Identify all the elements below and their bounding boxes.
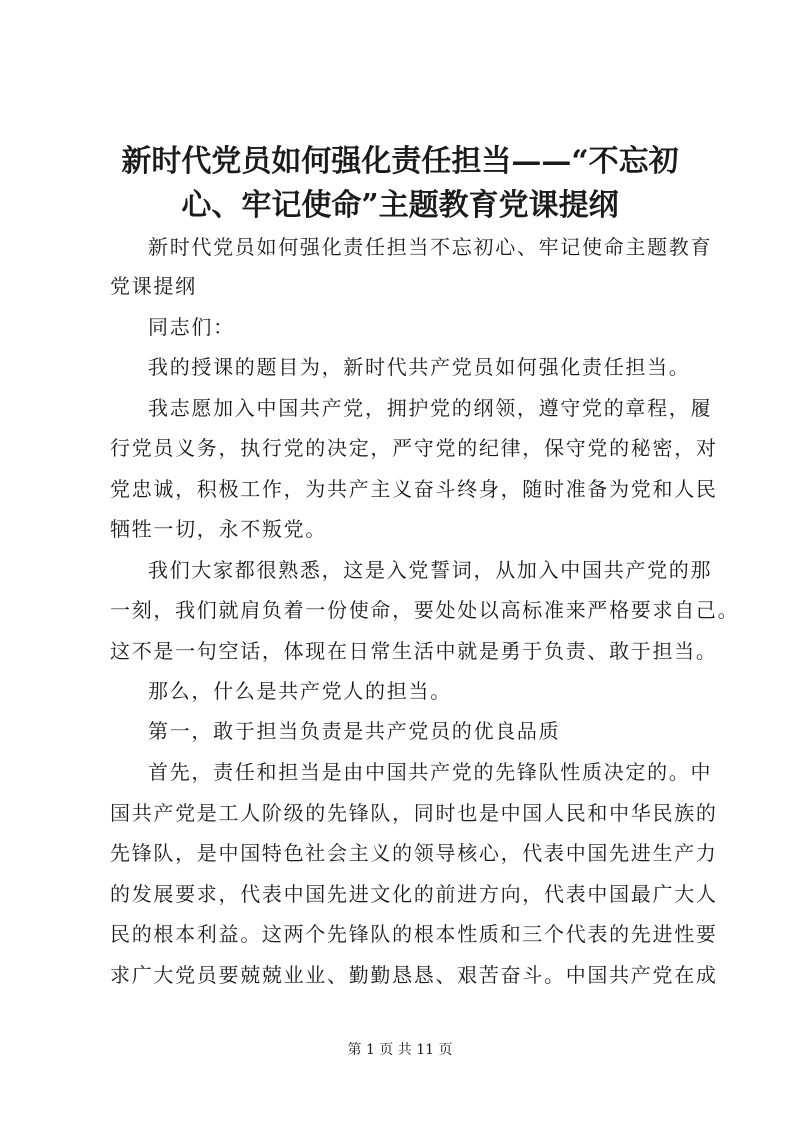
body-line: 国共产党是工人阶级的先锋队，同时也是中国人民和中华民族的 (110, 801, 718, 825)
body-line: 牺牲一切，永不叛党。 (110, 517, 327, 541)
body-line: 我的授课的题目为，新时代共产党员如何强化责任担当。 (148, 355, 691, 379)
body-line: 首先，责任和担当是由中国共产党的先锋队性质决定的。中 (148, 760, 713, 784)
title-line-1: 新时代党员如何强化责任担当——“不忘初 (121, 144, 679, 179)
body-line: 党课提纲 (110, 274, 197, 298)
page-number-footer: 第 1 页 共 11 页 (347, 1042, 453, 1058)
body-line: 一刻，我们就肩负着一份使命，要处处以高标准来严格要求自己。 (110, 598, 740, 622)
body-line: 同志们： (148, 315, 235, 339)
body-line: 民的根本利益。这两个先锋队的根本性质和三个代表的先进性要 (110, 922, 718, 946)
title-line-2: 心、牢记使命”主题教育党课提纲 (181, 188, 619, 223)
body-line: 这不是一句空话，体现在日常生活中就是勇于负责、敢于担当。 (110, 639, 718, 663)
body-line: 行党员义务，执行党的决定，严守党的纪律，保守党的秘密，对 (110, 436, 718, 460)
body-line: 的发展要求，代表中国先进文化的前进方向，代表中国最广大人 (110, 882, 718, 906)
section-heading: 第一，敢于担当负责是共产党员的优良品质 (148, 719, 561, 743)
body-line: 我们大家都很熟悉，这是入党誓词，从加入中国共产党的那 (148, 558, 713, 582)
body-line: 求广大党员要兢兢业业、勤勤恳恳、艰苦奋斗。中国共产党在成 (110, 963, 718, 987)
document-title (100, 140, 700, 228)
body-line: 新时代党员如何强化责任担当不忘初心、牢记使命主题教育 (148, 235, 713, 259)
body-line: 先锋队，是中国特色社会主义的领导核心，代表中国先进生产力 (110, 841, 718, 865)
body-line: 那么，什么是共产党人的担当。 (148, 679, 452, 703)
body-line: 党忠诚，积极工作，为共产主义奋斗终身，随时准备为党和人民 (110, 477, 718, 501)
body-line: 我志愿加入中国共产党，拥护党的纲领，遵守党的章程，履 (148, 396, 713, 420)
